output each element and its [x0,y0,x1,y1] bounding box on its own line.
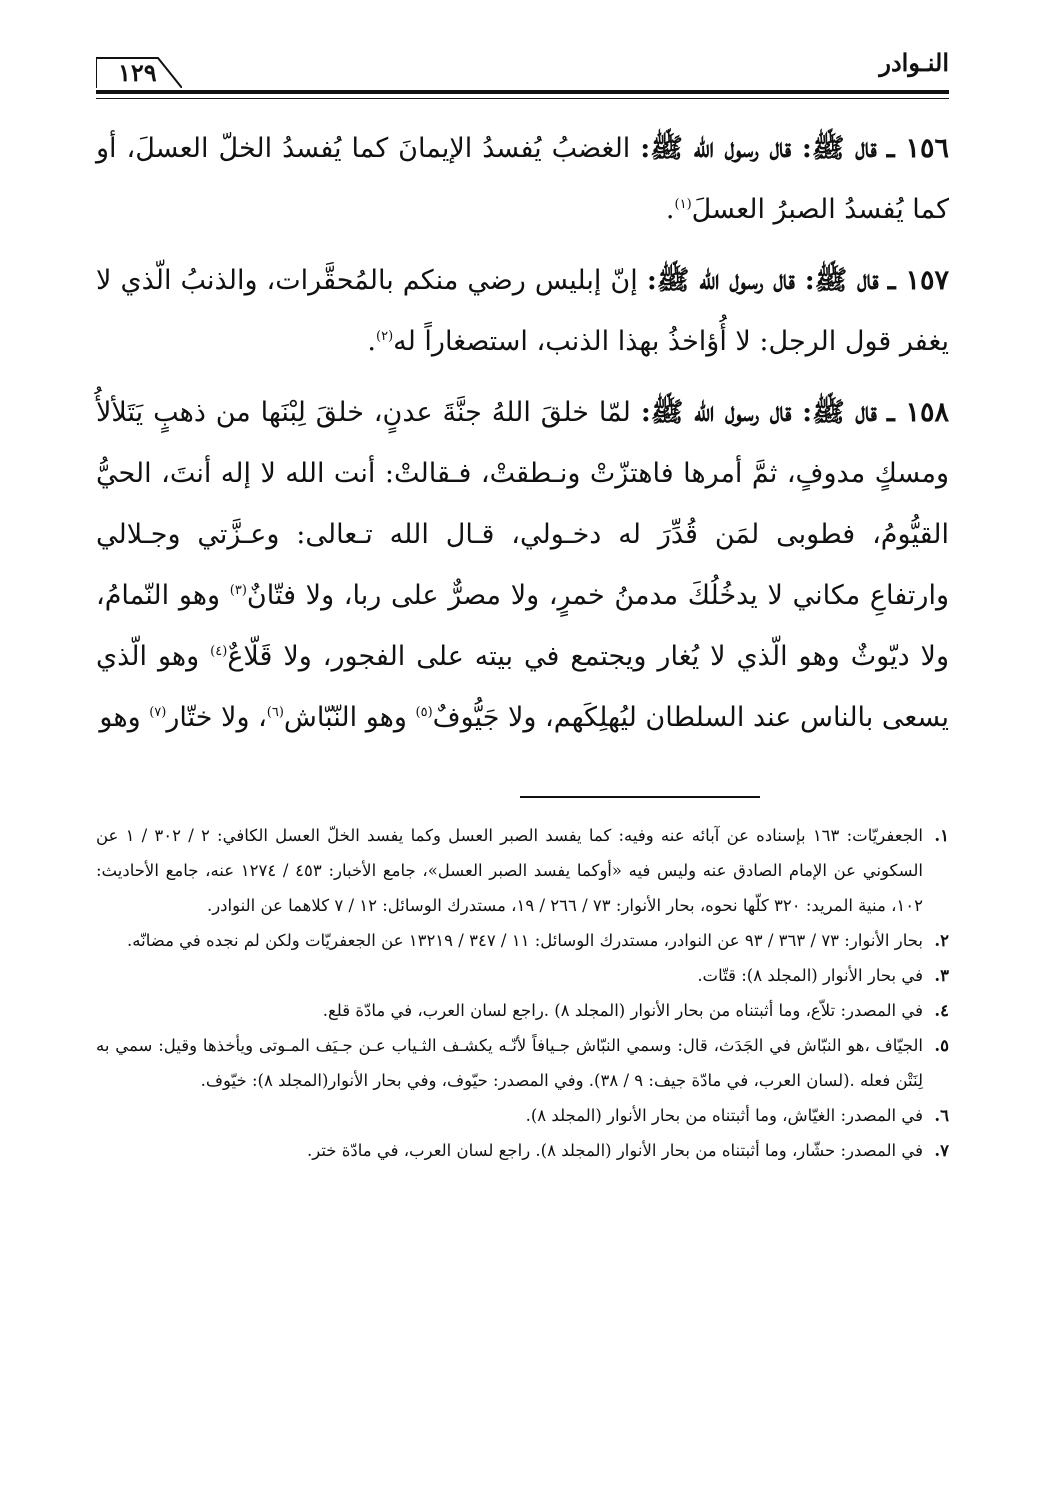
sentence-end: . [367,326,376,357]
sentence-end: . [665,194,675,225]
footnote-number: ١. [934,826,949,845]
hadith-text: لمّا خلقَ اللهُ جنَّةَ عدنٍ، خلقَ لِبْنَها من ذهبٍ يَتَلألأُ ومسكٍ مدوفٍ، ثمَّ أمرها فاهتزّتْ ونـطقتْ، فـقالتْ: أنت الله لا إله أنتَ، الحيُّ القيُّومُ، فطوبى لمَن قُدِّرَ له دخـولي، قـال الله تـعالى: وعـزَّتي وجـلالي وارتفاعِ مكاني لا يدخُلُكَ مدمنُ خمرٍ، ولا مصرٌّ على ربا، ولا فتّانٌ [96,397,949,611]
hadith-speaker: قال ﷺ: قال رسول الله ﷺ: [646,265,879,296]
footnote-text: في بحار الأنوار (المجلد ٨): قتّات. [697,966,923,985]
header-rule-thin [96,98,949,99]
footnote-separator [520,796,760,798]
hadith-number: ١٥٨ ـ [886,397,949,428]
footnote-ref[interactable]: (٥) [415,705,433,720]
footnote-text: الجعفريّات: ١٦٣ بإسناده عن آبائه عنه وفيه: كما يفسد الصبر العسل وكما يفسد الخلّ العسل الكافي: ٢ / ٣٠٢ / ١ عن السكوني عن الإمام الصادق عنه وليس فيه «أوكما يفسد الصبر العسل»، جامع الأخبار: ٤٥٣ / ١٢٧٤ عنه، جامع الأحاديث: ١٠٢، منية المريد: ٣٢٠ كلّها نحوه، بحار الأنوار: ٧٣ / ٢٦٦ / ١٩، مستدرك الوسائل: ١٢ / ٧ كلاهما عن النوادر. [96,826,924,915]
hadith-156 [96,118,949,240]
footnote-number: ٤. [934,1001,949,1020]
footnote-text: بحار الأنوار: ٧٣ / ٣٦٣ / ٩٣ عن النوادر، مستدرك الوسائل: ١١ / ٣٤٧ / ١٣٢١٩ عن الجعفريّات ولكن لم نجده في مضانّه. [127,931,923,950]
page-number: ١٢٩ [118,58,157,87]
hadith-text: ، ولا ختّار [166,702,267,733]
footnote-6 [96,1098,949,1133]
hadith-speaker: قال ﷺ: قال رسول الله ﷺ: [640,133,877,164]
footnote-ref[interactable]: (٤) [210,644,228,659]
header-rule [96,90,949,94]
footnote-number: ٦. [934,1106,949,1125]
footnote-text: في المصدر: الغيّاش، وما أثبتناه من بحار الأنوار (المجلد ٨). [525,1106,923,1125]
hadith-text: وهو النّبّاش [283,702,416,733]
footnote-ref[interactable]: (٣) [229,583,247,598]
footnote-text: في المصدر: حشّار، وما أثبتناه من بحار الأنوار (المجلد ٨). راجع لسان العرب، في مادّة ختر. [306,1141,923,1160]
footnote-3 [96,958,949,993]
footnote-ref[interactable]: (٢) [376,329,394,344]
footnote-text: الجيّاف ،هو النبّاش في الجَدَث، قال: وسمي النبّاش جـيافاً لأنّـه يكشـف الثـياب عـن جـيَف المـوتى ويأخذها وقيل: سمي به لِنَتْن فعله .(لسان العرب، في مادّة جيف: ٩ / ٣٨). وفي المصدر: حيّوف، وفي بحار الأنوار(المجلد ٨): خيّوف. [96,1036,923,1090]
footnote-1 [96,818,949,923]
footnote-text: في المصدر: تلاّع، وما أثبتناه من بحار الأنوار (المجلد ٨) .راجع لسان العرب، في مادّة قلع. [322,1001,923,1020]
footnote-number: ٣. [934,966,949,985]
footnote-ref[interactable]: (٧) [149,705,167,720]
hadith-number: ١٥٧ ـ [887,265,950,296]
footnote-ref[interactable]: (٦) [266,705,284,720]
footnote-4 [96,993,949,1028]
hadith-text: إنّ إبليس رضي منكم بالمُحقَّرات، والذنبُ الّذي لا يغفر قول الرجل: لا أُؤاخذُ بهذا الذنب، استصغاراً له [96,265,949,357]
running-title: النـوادر [879,48,949,77]
footnote-7 [96,1133,949,1168]
main-text [96,118,949,758]
hadith-157 [96,250,949,372]
footnotes [96,818,949,1168]
footnote-number: ٥. [934,1036,949,1055]
footnote-number: ٢. [934,931,949,950]
hadith-158 [96,382,949,748]
hadith-number: ١٥٦ ـ [886,133,949,164]
hadith-text: وهو [99,702,150,733]
hadith-text: وهو الّذي يسعى بالناس عند السلطان ليُهلِكَهم، ولا جَيُّوفٌ [96,641,949,733]
footnote-ref[interactable]: (١) [674,197,692,212]
footnote-5 [96,1028,949,1098]
hadith-text: وهو النّمامُ، ولا ديّوثٌ وهو الّذي لا يُغار ويجتمع في بيته على الفجور، ولا قَلّاعٌ [96,580,949,672]
footnote-number: ٧. [934,1141,949,1160]
hadith-text: الغضبُ يُفسدُ الإيمانَ كما يُفسدُ الخلّ العسلَ، أو كما يُفسدُ الصبرُ العسلَ [96,133,949,225]
footnote-2 [96,923,949,958]
hadith-speaker: قال ﷺ: قال رسول الله ﷺ: [640,397,877,428]
